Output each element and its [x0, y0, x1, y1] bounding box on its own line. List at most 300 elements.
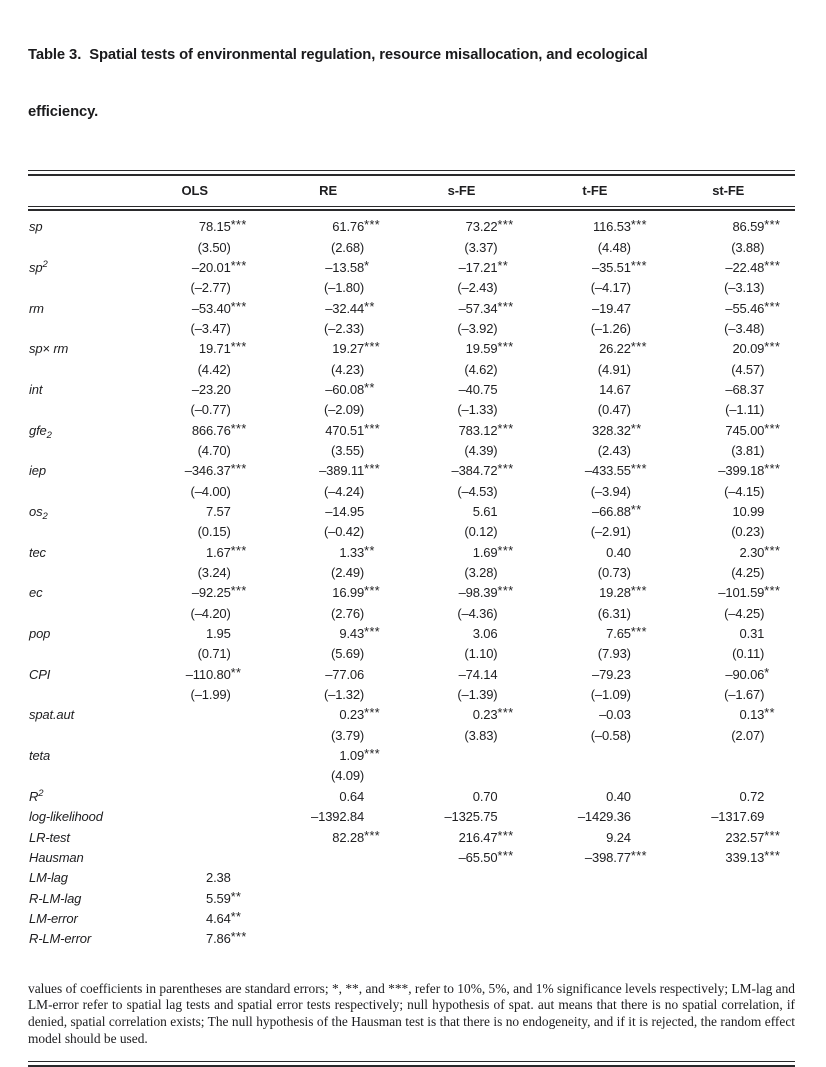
coefficient-cell	[261, 850, 394, 870]
coefficient-cell	[261, 830, 394, 850]
significance-stars: ***	[364, 828, 381, 843]
coefficient-cell	[395, 870, 528, 890]
tstat-value: (0.47)	[597, 402, 631, 418]
coefficient-cell	[395, 463, 528, 483]
coefficient-cell	[128, 809, 261, 829]
significance-stars: ***	[230, 543, 247, 558]
significance-stars: **	[230, 665, 242, 680]
significance-stars: ***	[497, 421, 514, 436]
tstat-cell	[395, 362, 528, 382]
coefficient-value: 0.40	[606, 788, 631, 804]
tstat-value: (–3.94)	[590, 483, 631, 499]
tstat-value: (4.42)	[197, 361, 231, 377]
table-title-line2: efficiency.	[28, 103, 99, 120]
coefficient-cell	[662, 891, 795, 911]
tstat-value: (0.12)	[464, 524, 498, 540]
significance-stars: ***	[630, 340, 647, 355]
header-label-spacer	[28, 183, 128, 198]
tstat-row	[28, 565, 795, 585]
coefficient-cell	[528, 850, 661, 870]
coefficient-cell	[261, 504, 394, 524]
coefficient-cell	[395, 850, 528, 870]
coefficient-value: –110.80 **	[185, 665, 242, 682]
row-label: sp	[29, 219, 43, 235]
row-label-spacer	[28, 484, 128, 504]
tstat-cell	[261, 687, 394, 707]
tstat-value: (2.68)	[331, 239, 365, 255]
coefficient-cell	[128, 585, 261, 605]
row-label: pop	[29, 626, 51, 642]
coefficient-value: –13.58 *	[325, 258, 370, 275]
coefficient-cell	[395, 382, 528, 402]
row-label: R-LM-error	[29, 931, 92, 947]
tstat-cell	[261, 768, 394, 788]
column-header-t-FE: t-FE	[582, 182, 608, 198]
tstat-value: (–4.25)	[724, 605, 765, 621]
coefficient-cell	[662, 667, 795, 687]
tstat-row	[28, 362, 795, 382]
tstat-cell	[528, 687, 661, 707]
significance-stars: **	[630, 421, 642, 436]
coefficient-cell	[395, 667, 528, 687]
significance-stars: ***	[630, 625, 647, 640]
tstat-value: (3.81)	[731, 442, 765, 458]
tstat-cell	[261, 524, 394, 544]
coefficient-cell	[528, 260, 661, 280]
coefficient-value: –55.46 ***	[725, 299, 781, 316]
tstat-row	[28, 524, 795, 544]
row-label: gfe$_2$	[29, 422, 52, 441]
coefficient-value: 9.43 ***	[339, 625, 381, 642]
tstat-value: (1.10)	[464, 646, 498, 662]
coefficient-value: –92.25 ***	[191, 584, 247, 601]
coefficient-cell	[528, 504, 661, 524]
coefficient-value: –53.40 ***	[191, 299, 247, 316]
coefficient-cell	[128, 748, 261, 768]
significance-stars: ***	[230, 421, 247, 436]
column-header-OLS: OLS	[181, 182, 208, 198]
tstat-value: (–2.77)	[190, 280, 231, 296]
tstat-row	[28, 606, 795, 626]
coefficient-cell	[662, 504, 795, 524]
table-body	[28, 211, 795, 955]
tstat-value: (–3.13)	[724, 280, 765, 296]
coefficient-cell	[128, 911, 261, 931]
tstat-cell	[662, 402, 795, 422]
tstat-value: (–0.77)	[190, 402, 231, 418]
coefficient-value: 20.09 ***	[732, 340, 781, 357]
tstat-cell	[528, 728, 661, 748]
row-label: spat.aut	[29, 707, 75, 723]
coefficient-value: 1.95	[205, 626, 231, 642]
coefficient-value: 7.86 ***	[205, 930, 247, 947]
tstat-cell	[128, 402, 261, 422]
row-label: $sp^2$	[29, 258, 48, 275]
tstat-value: (4.91)	[597, 361, 631, 377]
tstat-cell	[662, 484, 795, 504]
row-label: rm	[29, 300, 44, 316]
coefficient-cell	[261, 748, 394, 768]
coefficient-value: –65.50 ***	[458, 848, 514, 865]
coefficient-cell	[528, 301, 661, 321]
tstat-value: (6.31)	[597, 605, 631, 621]
tstat-value: (4.39)	[464, 442, 498, 458]
significance-stars: ***	[630, 258, 647, 273]
significance-stars: ***	[230, 930, 247, 945]
coefficient-value: –19.47	[591, 300, 631, 316]
coefficient-cell	[261, 585, 394, 605]
coefficient-cell	[395, 423, 528, 443]
row-label-spacer	[28, 687, 128, 707]
coefficient-cell	[662, 850, 795, 870]
tstat-value: (–3.92)	[457, 320, 498, 336]
tstat-value: (–1.09)	[590, 687, 631, 703]
tstat-cell	[395, 606, 528, 626]
table-row	[28, 789, 795, 809]
coefficient-value: 19.28 ***	[599, 584, 647, 601]
tstat-cell	[261, 240, 394, 260]
coefficient-cell	[528, 545, 661, 565]
significance-stars: ***	[497, 299, 514, 314]
significance-stars: ***	[364, 340, 381, 355]
bottom-double-rule	[28, 1061, 795, 1067]
tstat-value: (–4.20)	[190, 605, 231, 621]
coefficient-cell	[128, 626, 261, 646]
table-row	[28, 911, 795, 931]
tstat-cell	[128, 768, 261, 788]
tstat-cell	[395, 240, 528, 260]
significance-stars: ***	[364, 625, 381, 640]
tstat-cell	[662, 321, 795, 341]
tstat-cell	[395, 280, 528, 300]
coefficient-cell	[261, 341, 394, 361]
tstat-cell	[261, 362, 394, 382]
tstat-value: (2.43)	[597, 442, 631, 458]
tstat-row	[28, 240, 795, 260]
tstat-cell	[395, 565, 528, 585]
tstat-cell	[662, 728, 795, 748]
tstat-cell	[662, 240, 795, 260]
tstat-cell	[662, 687, 795, 707]
coefficient-value: 0.70	[472, 788, 498, 804]
coefficient-value: 9.24	[606, 829, 631, 845]
tstat-value: (4.09)	[331, 768, 365, 784]
table-note: values of coefficients in parentheses are standard errors; *, **, and ***, refer to 10%, 5%, and 1% significance levels respectively; LM-lag and LM-error refer to spatial lag tests and spatial error tests respectively; null hypothesis of spat. aut means that there is no spatial correlation, if denied, spatial correlation exists; The null hypothesis of the Hausman test is that there is no endogeneity, and if it is rejected, the random effect model should be used.	[28, 980, 795, 1047]
tstat-value: (0.23)	[731, 524, 765, 540]
tstat-value: (3.88)	[731, 239, 765, 255]
coefficient-value: –1325.75	[444, 809, 498, 825]
coefficient-cell	[528, 830, 661, 850]
table-row	[28, 219, 795, 239]
tstat-cell	[261, 484, 394, 504]
coefficient-value: –23.20	[191, 381, 231, 397]
table-row	[28, 341, 795, 361]
significance-stars: ***	[497, 462, 514, 477]
coefficient-value: –384.72 ***	[451, 462, 514, 479]
tstat-value: (3.24)	[197, 565, 231, 581]
significance-stars: ***	[230, 299, 247, 314]
coefficient-value: 16.99 ***	[332, 584, 381, 601]
tstat-value: (–3.48)	[724, 320, 765, 336]
tstat-value: (2.07)	[731, 727, 765, 743]
tstat-cell	[528, 484, 661, 504]
significance-stars: **	[764, 706, 775, 721]
coefficient-value: 86.59 ***	[732, 218, 781, 235]
coefficient-value: 745.00 ***	[725, 421, 781, 438]
coefficient-value: 783.12 ***	[458, 421, 514, 438]
row-label-spacer	[28, 646, 128, 666]
tstat-value: (–1.33)	[457, 402, 498, 418]
coefficient-cell	[662, 789, 795, 809]
tstat-value: (5.69)	[331, 646, 365, 662]
significance-stars: ***	[364, 584, 381, 599]
tstat-value: (0.71)	[197, 646, 231, 662]
coefficient-value: –433.55 ***	[584, 462, 647, 479]
significance-stars: ***	[497, 706, 514, 721]
coefficient-cell	[261, 707, 394, 727]
tstat-value: (4.25)	[731, 565, 765, 581]
coefficient-value: 61.76 ***	[332, 218, 381, 235]
coefficient-cell	[128, 931, 261, 951]
tstat-value: (4.48)	[597, 239, 631, 255]
significance-stars: *	[364, 258, 370, 273]
significance-stars: ***	[364, 706, 381, 721]
tstat-cell	[128, 646, 261, 666]
tstat-cell	[261, 728, 394, 748]
coefficient-value: –14.95	[325, 504, 365, 519]
tstat-value: (–4.00)	[190, 483, 231, 499]
coefficient-value: –79.23	[591, 666, 631, 682]
table-row	[28, 545, 795, 565]
coefficient-cell	[662, 423, 795, 443]
tstat-row	[28, 484, 795, 504]
tstat-value: (2.49)	[331, 565, 365, 581]
table-row	[28, 809, 795, 829]
significance-stars: **	[364, 299, 375, 314]
coefficient-cell	[128, 891, 261, 911]
coefficient-cell	[395, 585, 528, 605]
significance-stars: ***	[230, 218, 247, 233]
significance-stars: ***	[497, 584, 514, 599]
row-label: LM-error	[29, 910, 78, 926]
significance-stars: ***	[764, 258, 781, 273]
significance-stars: **	[230, 889, 242, 904]
coefficient-cell	[261, 463, 394, 483]
coefficient-value: –66.88 **	[591, 503, 642, 519]
row-label: tec	[29, 544, 46, 560]
coefficient-cell	[261, 911, 394, 931]
tstat-value: (4.62)	[464, 361, 498, 377]
tstat-cell	[528, 240, 661, 260]
tstat-cell	[128, 524, 261, 544]
coefficient-value: 470.51 ***	[325, 421, 381, 438]
tstat-value: (–1.39)	[457, 687, 498, 703]
row-label-spacer	[28, 443, 128, 463]
tstat-cell	[528, 362, 661, 382]
tstat-value: (2.76)	[331, 605, 365, 621]
coefficient-cell	[261, 891, 394, 911]
significance-stars: ***	[364, 218, 381, 233]
coefficient-cell	[395, 748, 528, 768]
tstat-cell	[395, 646, 528, 666]
tstat-cell	[662, 606, 795, 626]
table-row	[28, 830, 795, 850]
coefficient-cell	[528, 626, 661, 646]
coefficient-cell	[662, 626, 795, 646]
coefficient-cell	[261, 545, 394, 565]
significance-stars: ***	[764, 828, 781, 843]
row-label-spacer	[28, 606, 128, 626]
coefficient-value: 0.23 ***	[339, 706, 381, 723]
tstat-cell	[128, 240, 261, 260]
coefficient-cell	[128, 667, 261, 687]
coefficient-value: 328.32 **	[591, 421, 642, 438]
tstat-value: (–0.58)	[590, 727, 631, 743]
coefficient-value: 19.27 ***	[332, 340, 381, 357]
coefficient-cell	[528, 707, 661, 727]
tstat-cell	[261, 280, 394, 300]
coefficient-value: 2.30 ***	[739, 543, 781, 560]
coefficient-value: 116.53 ***	[592, 218, 647, 235]
significance-stars: **	[364, 380, 375, 395]
coefficient-value: 82.28 ***	[332, 828, 381, 845]
significance-stars: ***	[364, 747, 381, 762]
coefficient-cell	[395, 789, 528, 809]
column-header-RE: RE	[319, 182, 338, 198]
coefficient-value: –399.18 ***	[718, 462, 781, 479]
coefficient-cell	[395, 545, 528, 565]
tstat-cell	[128, 606, 261, 626]
column-header-st-FE: st-FE	[712, 182, 745, 198]
column-header-s-FE: s-FE	[447, 182, 476, 198]
significance-stars: ***	[764, 462, 781, 477]
coefficient-cell	[128, 789, 261, 809]
coefficient-value: 14.67	[599, 381, 631, 397]
column-header-row	[28, 176, 795, 206]
coefficient-cell	[662, 707, 795, 727]
tstat-value: (0.73)	[597, 565, 631, 581]
coefficient-cell	[128, 545, 261, 565]
tstat-row	[28, 687, 795, 707]
significance-stars: ***	[497, 340, 514, 355]
row-label-spacer	[28, 280, 128, 300]
tstat-value: (–1.32)	[323, 687, 365, 703]
coefficient-cell	[662, 585, 795, 605]
tstat-cell	[261, 443, 394, 463]
coefficient-cell	[128, 707, 261, 727]
coefficient-value: 2.38	[205, 870, 231, 886]
coefficient-cell	[662, 545, 795, 565]
coefficient-value: 3.06	[472, 626, 498, 642]
coefficient-cell	[395, 301, 528, 321]
coefficient-cell	[662, 748, 795, 768]
coefficient-cell	[261, 667, 394, 687]
coefficient-cell	[528, 219, 661, 239]
tstat-cell	[128, 280, 261, 300]
coefficient-cell	[528, 423, 661, 443]
coefficient-value: 1.67 ***	[205, 543, 247, 560]
coefficient-cell	[261, 626, 394, 646]
tstat-cell	[128, 362, 261, 382]
coefficient-cell	[395, 626, 528, 646]
significance-stars: ***	[764, 218, 781, 233]
coefficient-cell	[261, 382, 394, 402]
tstat-row	[28, 321, 795, 341]
table-row	[28, 931, 795, 951]
coefficient-value: 5.59 **	[205, 889, 242, 906]
row-label-spacer	[28, 768, 128, 788]
coefficient-cell	[128, 850, 261, 870]
coefficient-cell	[662, 260, 795, 280]
tstat-cell	[395, 524, 528, 544]
coefficient-value: –1317.69	[711, 809, 765, 825]
coefficient-cell	[662, 870, 795, 890]
tstat-cell	[528, 524, 661, 544]
row-label: CPI	[29, 666, 51, 682]
tstat-value: (3.79)	[331, 727, 365, 743]
coefficient-value: –0.03	[599, 707, 631, 723]
coefficient-cell	[128, 341, 261, 361]
significance-stars: ***	[230, 462, 247, 477]
tstat-cell	[395, 443, 528, 463]
significance-stars: **	[497, 258, 509, 273]
tstat-value: (3.28)	[464, 565, 498, 581]
tstat-value: (–2.91)	[590, 524, 631, 540]
coefficient-value: 866.76 ***	[191, 421, 247, 438]
coefficient-cell	[528, 341, 661, 361]
significance-stars: ***	[497, 848, 514, 863]
coefficient-value: 232.57 ***	[725, 828, 781, 845]
coefficient-cell	[261, 789, 394, 809]
tstat-cell	[128, 687, 261, 707]
significance-stars: ***	[230, 584, 247, 599]
row-label: Hausman	[29, 849, 84, 865]
coefficient-cell	[395, 341, 528, 361]
coefficient-value: 73.22 ***	[465, 218, 514, 235]
table-row	[28, 301, 795, 321]
coefficient-value: –17.21 **	[458, 258, 509, 275]
significance-stars: ***	[764, 421, 781, 436]
row-label: R-LM-lag	[29, 890, 82, 906]
table-title-line1: Table 3. Spatial tests of environmental regulation, resource misallocation, and ecological	[28, 47, 648, 63]
coefficient-value: 0.72	[739, 788, 765, 804]
table-title	[28, 9, 795, 158]
significance-stars: **	[364, 543, 375, 558]
coefficient-cell	[395, 219, 528, 239]
coefficient-value: 0.40	[606, 544, 631, 560]
tstat-value: (–2.43)	[457, 280, 498, 296]
tstat-row	[28, 443, 795, 463]
tstat-cell	[261, 565, 394, 585]
tstat-cell	[395, 728, 528, 748]
coefficient-value: 0.13 **	[739, 706, 775, 723]
coefficient-value: 19.59 ***	[465, 340, 514, 357]
tstat-cell	[128, 443, 261, 463]
coefficient-cell	[395, 260, 528, 280]
coefficient-value: 19.71 ***	[198, 340, 247, 357]
coefficient-cell	[528, 809, 661, 829]
tstat-value: (–4.53)	[457, 483, 498, 499]
coefficient-cell	[395, 830, 528, 850]
tstat-value: (3.55)	[331, 442, 365, 458]
coefficient-cell	[662, 809, 795, 829]
coefficient-cell	[128, 423, 261, 443]
coefficient-value: –77.06	[325, 666, 365, 682]
coefficient-cell	[528, 748, 661, 768]
significance-stars: ***	[630, 462, 647, 477]
row-label: iep	[29, 463, 46, 479]
significance-stars: ***	[364, 462, 381, 477]
